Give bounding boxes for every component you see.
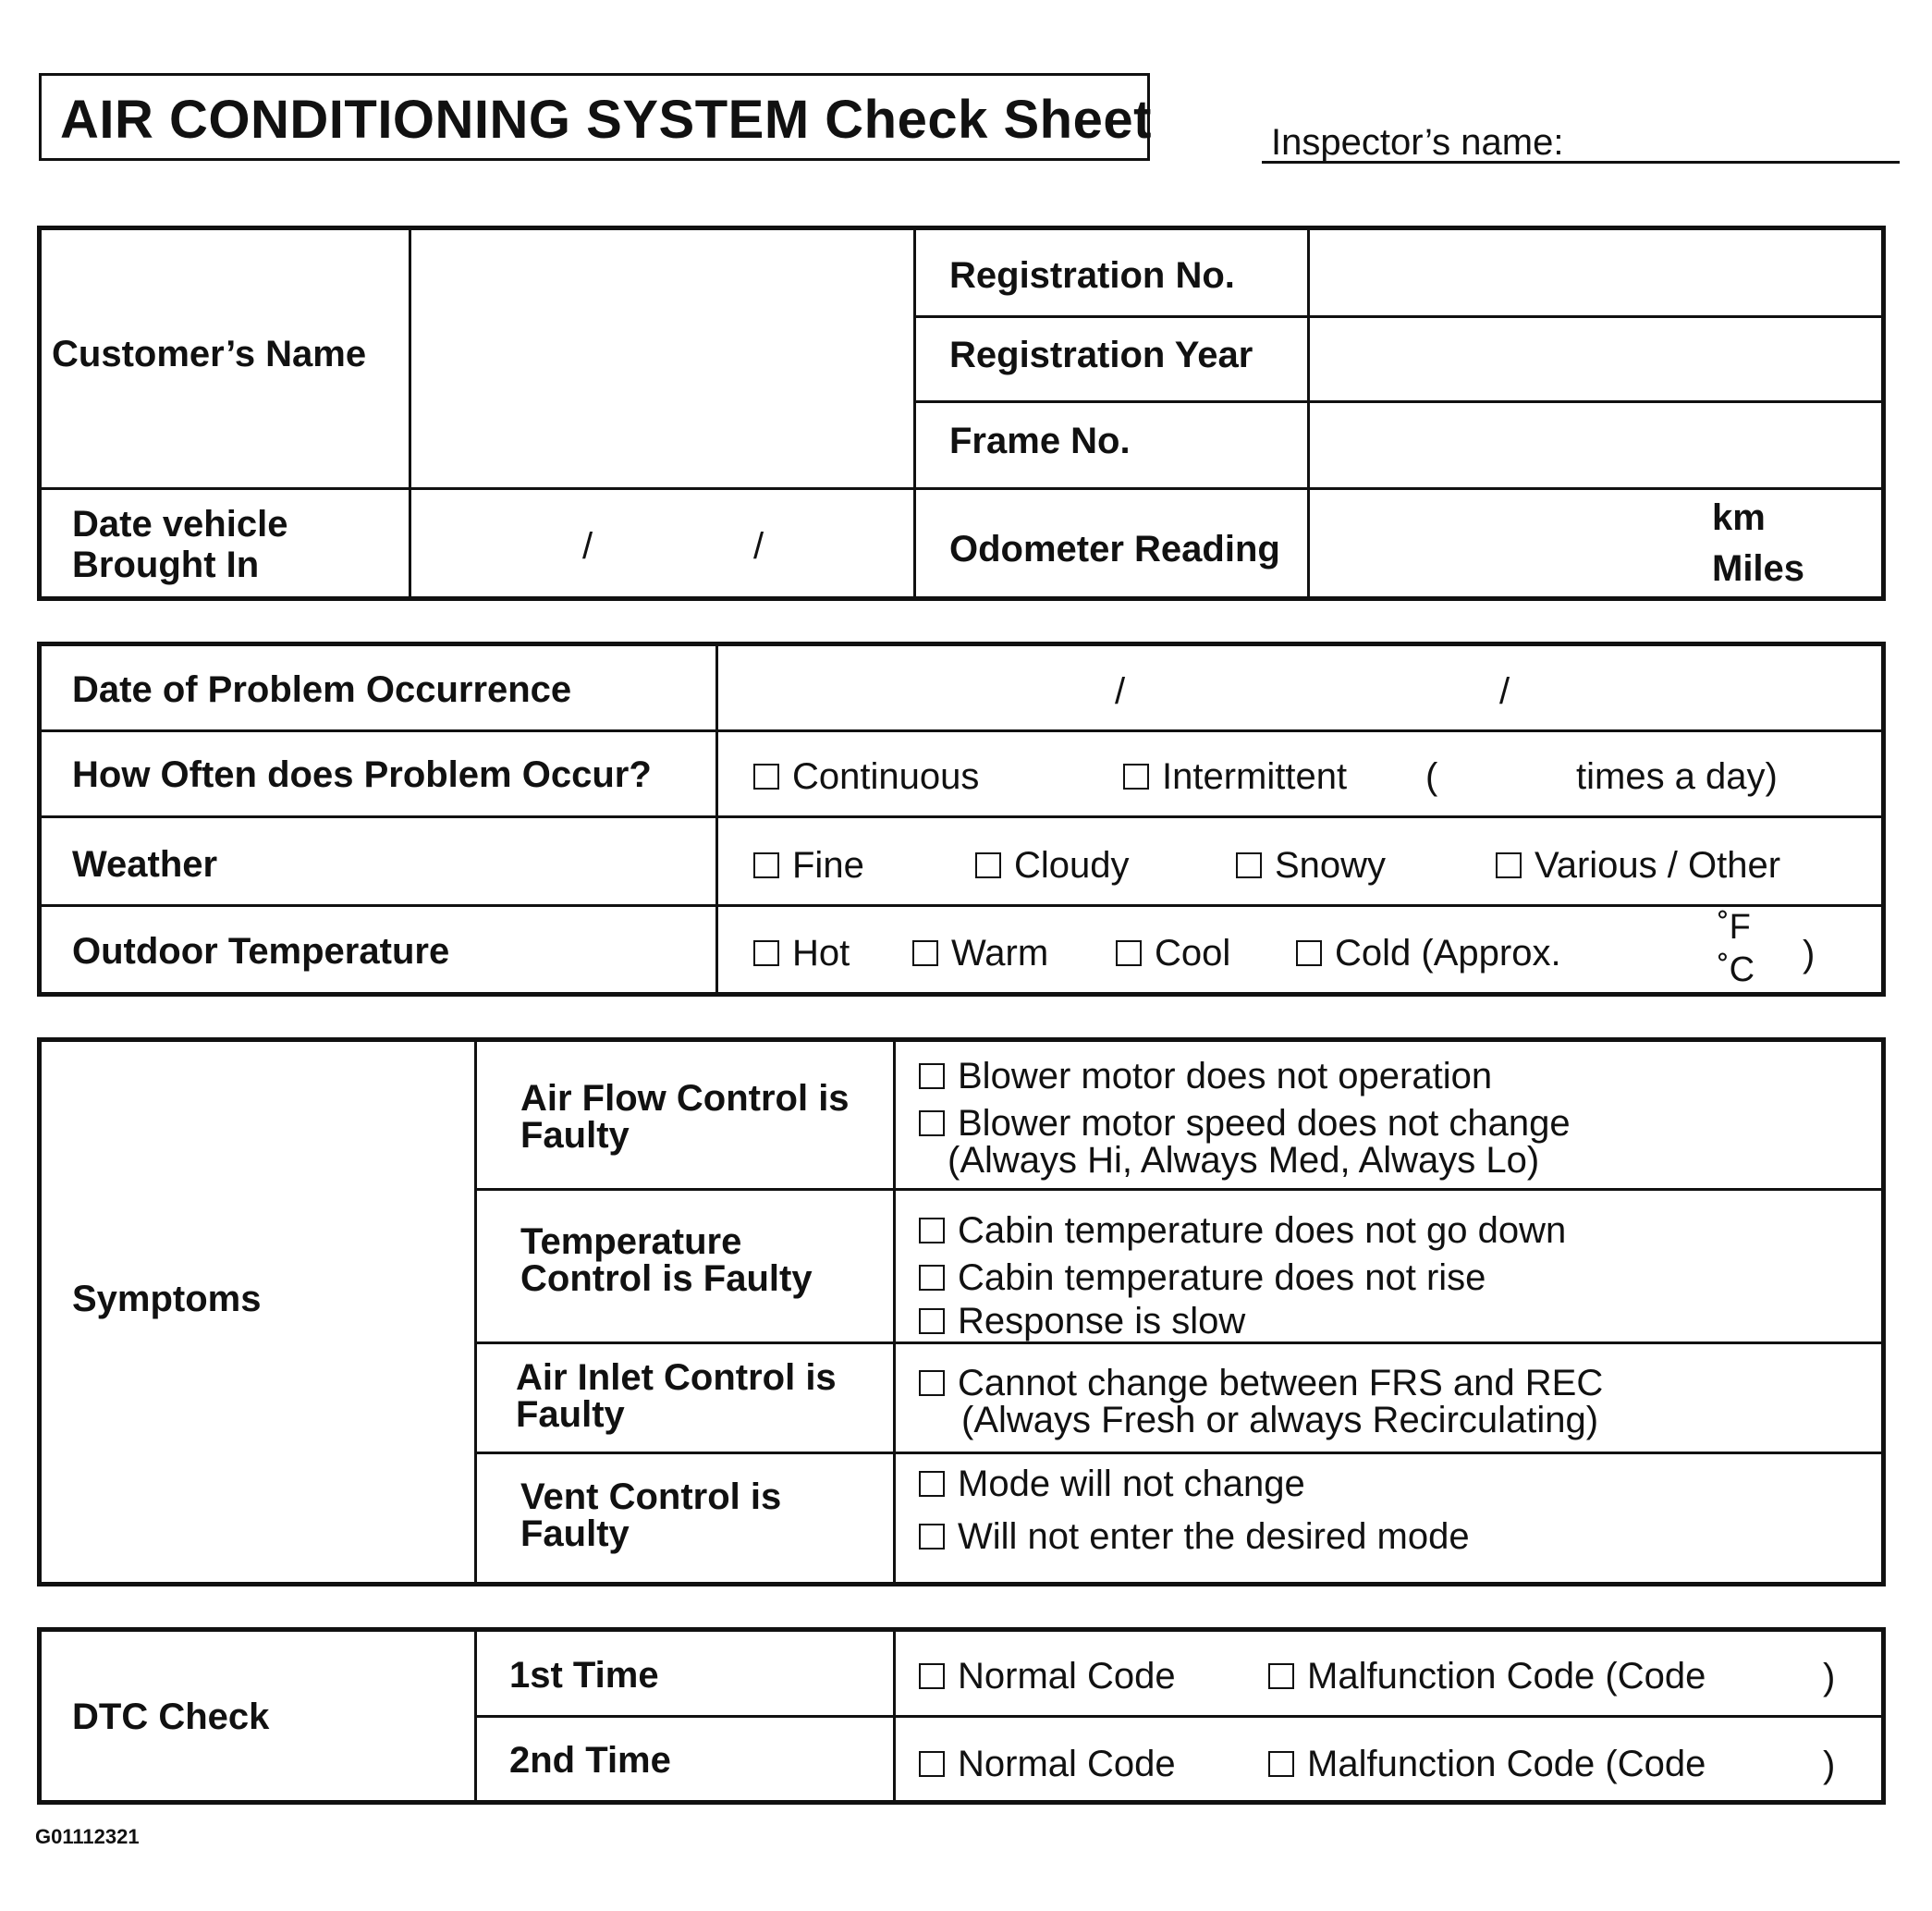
symptoms-label: Symptoms <box>72 1279 262 1319</box>
checkbox[interactable] <box>1296 940 1322 966</box>
vent-control-label-line1: Vent Control is <box>520 1476 782 1517</box>
second-time-label: 2nd Time <box>509 1740 671 1781</box>
weather-various-option[interactable]: Various / Other <box>1496 847 1780 884</box>
vent-control-label-line2: Faulty <box>520 1513 630 1554</box>
registration-no-field[interactable] <box>1311 231 1880 312</box>
registration-no-label: Registration No. <box>949 255 1235 296</box>
checkbox[interactable] <box>1236 852 1262 878</box>
odometer-label: Odometer Reading <box>949 529 1280 570</box>
date-separator: / <box>753 526 764 567</box>
checkbox[interactable] <box>1268 1751 1294 1777</box>
date-separator: / <box>582 526 593 567</box>
close-paren: ) <box>1823 1745 1836 1785</box>
date-separator: / <box>1499 671 1510 712</box>
divider <box>39 904 1884 907</box>
checkbox[interactable] <box>753 852 779 878</box>
checkbox[interactable] <box>753 940 779 966</box>
intermittent-option[interactable]: Intermittent <box>1123 758 1347 795</box>
weather-label: Weather <box>72 844 218 885</box>
blower-speed-option[interactable]: Blower motor speed does not change <box>919 1105 1571 1142</box>
cabin-not-rise-option[interactable]: Cabin temperature does not rise <box>919 1259 1486 1296</box>
temp-cool-option[interactable]: Cool <box>1116 935 1230 972</box>
first-malfunction-code-option[interactable]: Malfunction Code (Code <box>1268 1658 1706 1695</box>
customer-name-field[interactable] <box>412 231 911 484</box>
date-problem-label: Date of Problem Occurrence <box>72 669 572 710</box>
km-label: km <box>1712 497 1766 538</box>
divider <box>476 1341 1882 1344</box>
checkbox[interactable] <box>975 852 1001 878</box>
divider <box>474 1039 477 1585</box>
checkbox[interactable] <box>912 940 938 966</box>
checkbox[interactable] <box>1496 852 1522 878</box>
figure-code: G01112321 <box>35 1825 140 1848</box>
inspector-name-label: Inspector’s name: <box>1271 122 1564 163</box>
registration-year-field[interactable] <box>1311 320 1880 398</box>
continuous-option[interactable]: Continuous <box>753 758 979 795</box>
checkbox[interactable] <box>1123 764 1149 790</box>
inspector-name-field[interactable] <box>1262 161 1900 164</box>
air-inlet-label-line1: Air Inlet Control is <box>516 1357 837 1398</box>
divider <box>715 643 718 995</box>
registration-year-label: Registration Year <box>949 335 1253 375</box>
outdoor-temp-label: Outdoor Temperature <box>72 931 450 972</box>
first-time-label: 1st Time <box>509 1655 659 1696</box>
degree-f-label: ˚F <box>1718 908 1751 947</box>
divider <box>476 1188 1882 1191</box>
checkbox[interactable] <box>919 1063 945 1089</box>
air-inlet-label-line2: Faulty <box>516 1394 625 1435</box>
cannot-change-note: (Always Fresh or always Recirculating) <box>961 1400 1599 1440</box>
temp-warm-option[interactable]: Warm <box>912 935 1048 972</box>
cabin-not-down-option[interactable]: Cabin temperature does not go down <box>919 1212 1566 1249</box>
air-flow-label-line1: Air Flow Control is <box>520 1078 850 1119</box>
second-normal-code-option[interactable]: Normal Code <box>919 1746 1176 1782</box>
mode-not-change-option[interactable]: Mode will not change <box>919 1465 1305 1502</box>
date-vehicle-label-line2: Brought In <box>72 545 260 585</box>
temp-cold-option[interactable]: Cold (Approx. <box>1296 935 1561 972</box>
open-paren: ( <box>1425 756 1438 797</box>
checkbox[interactable] <box>919 1265 945 1291</box>
page-title: AIR CONDITIONING SYSTEM Check Sheet <box>60 90 1152 150</box>
miles-label: Miles <box>1712 548 1805 589</box>
frame-no-field[interactable] <box>1311 405 1880 484</box>
divider <box>915 315 1882 318</box>
divider <box>409 227 411 599</box>
second-malfunction-code-option[interactable]: Malfunction Code (Code <box>1268 1746 1706 1782</box>
checkbox[interactable] <box>919 1370 945 1396</box>
checkbox[interactable] <box>919 1471 945 1497</box>
divider <box>913 227 916 599</box>
checkbox[interactable] <box>919 1751 945 1777</box>
blower-speed-note: (Always Hi, Always Med, Always Lo) <box>948 1140 1540 1181</box>
divider <box>39 487 1884 490</box>
title-box <box>39 73 1150 161</box>
weather-snowy-option[interactable]: Snowy <box>1236 847 1386 884</box>
checkbox[interactable] <box>919 1218 945 1243</box>
checkbox[interactable] <box>1268 1663 1294 1689</box>
divider <box>39 815 1884 818</box>
weather-fine-option[interactable]: Fine <box>753 847 864 884</box>
checkbox[interactable] <box>919 1524 945 1550</box>
checkbox[interactable] <box>753 764 779 790</box>
temp-control-label-line2: Control is Faulty <box>520 1258 813 1299</box>
first-normal-code-option[interactable]: Normal Code <box>919 1658 1176 1695</box>
customer-name-label: Customer’s Name <box>52 334 367 374</box>
temp-control-label-line1: Temperature <box>520 1221 742 1262</box>
times-a-day-label: times a day) <box>1576 756 1778 797</box>
weather-cloudy-option[interactable]: Cloudy <box>975 847 1130 884</box>
divider <box>915 400 1882 403</box>
divider <box>476 1715 1882 1718</box>
response-slow-option[interactable]: Response is slow <box>919 1303 1245 1340</box>
divider <box>39 729 1884 732</box>
blower-no-op-option[interactable]: Blower motor does not operation <box>919 1058 1492 1095</box>
degree-c-label: ˚C <box>1718 950 1755 989</box>
checkbox[interactable] <box>919 1308 945 1334</box>
how-often-label: How Often does Problem Occur? <box>72 754 652 795</box>
frame-no-label: Frame No. <box>949 421 1131 461</box>
date-vehicle-label-line1: Date vehicle <box>72 504 288 545</box>
checkbox[interactable] <box>919 1663 945 1689</box>
checkbox[interactable] <box>1116 940 1142 966</box>
divider <box>476 1452 1882 1454</box>
divider <box>893 1039 896 1585</box>
close-paren: ) <box>1803 934 1816 974</box>
dtc-check-label: DTC Check <box>72 1697 270 1737</box>
odometer-field[interactable] <box>1311 492 1699 595</box>
temp-hot-option[interactable]: Hot <box>753 935 850 972</box>
close-paren: ) <box>1823 1657 1836 1697</box>
air-flow-label-line2: Faulty <box>520 1115 630 1156</box>
cannot-change-option[interactable]: Cannot change between FRS and REC <box>919 1365 1603 1402</box>
divider <box>1307 227 1310 599</box>
date-separator: / <box>1115 671 1126 712</box>
checkbox[interactable] <box>919 1110 945 1136</box>
not-enter-mode-option[interactable]: Will not enter the desired mode <box>919 1518 1470 1555</box>
